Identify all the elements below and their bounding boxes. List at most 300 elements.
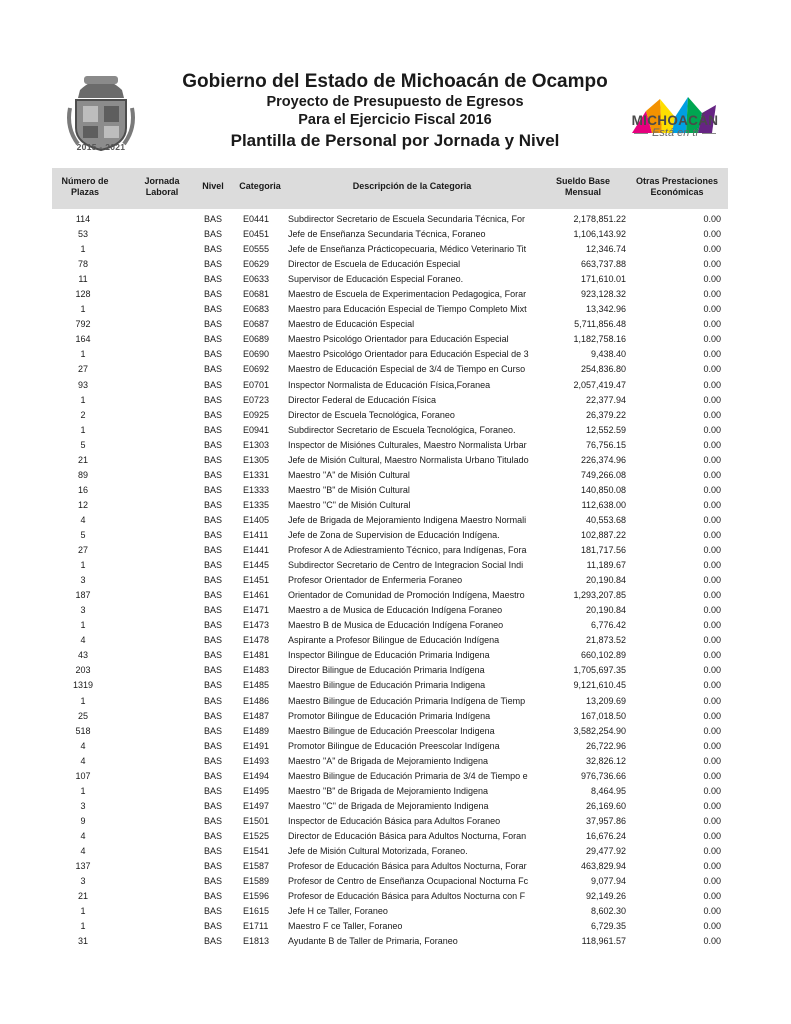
table-row <box>0 242 791 257</box>
cell-plazas: 4 <box>80 740 86 751</box>
table-row <box>0 694 791 709</box>
column-header-categoria: Categoria <box>239 181 281 191</box>
cell-nivel: BAS <box>203 800 222 811</box>
cell-sueldo: 8,602.30 <box>590 906 626 917</box>
cell-sueldo: 9,077.94 <box>590 876 626 887</box>
cell-categoria: E0925 <box>243 409 270 420</box>
cell-sueldo: 112,638.00 <box>581 499 626 510</box>
column-header-plazas: Número de Plazas <box>61 176 109 197</box>
cell-descripcion: Promotor Bilingue de Educación Preescolar Indígena <box>288 740 500 751</box>
cell-sueldo: 102,887.22 <box>580 529 626 540</box>
cell-plazas: 2 <box>80 409 86 420</box>
cell-otras: 0.00 <box>703 244 721 255</box>
cell-otras: 0.00 <box>703 921 721 932</box>
cell-nivel: BAS <box>203 590 222 601</box>
cell-plazas: 43 <box>77 650 88 661</box>
cell-sueldo: 26,722.96 <box>585 740 626 751</box>
table-row <box>0 648 791 663</box>
cell-plazas: 187 <box>75 590 91 601</box>
cell-nivel: BAS <box>203 379 222 390</box>
cell-nivel: BAS <box>203 785 222 796</box>
table-row <box>0 498 791 513</box>
cell-categoria: E0555 <box>243 244 270 255</box>
cell-plazas: 1 <box>80 394 86 405</box>
cell-sueldo: 29,477.92 <box>585 845 626 856</box>
table-row <box>0 528 791 543</box>
cell-descripcion: Inspector de Educación Básica para Adultos Foraneo <box>288 815 501 826</box>
cell-nivel: BAS <box>203 906 222 917</box>
table-row <box>0 769 791 784</box>
cell-nivel: BAS <box>203 755 222 766</box>
cell-categoria: E0692 <box>243 364 270 375</box>
cell-descripcion: Supervisor de Educación Especial Foraneo. <box>288 274 464 285</box>
cell-descripcion: Maestro a de Musica de Educación Indígena Foraneo <box>288 605 503 616</box>
cell-otras: 0.00 <box>703 469 721 480</box>
cell-otras: 0.00 <box>703 454 721 465</box>
cell-nivel: BAS <box>203 936 222 947</box>
table-row <box>0 829 791 844</box>
cell-plazas: 11 <box>78 274 88 285</box>
cell-categoria: E0683 <box>243 304 270 315</box>
cell-categoria: E0451 <box>243 229 270 240</box>
cell-categoria: E1461 <box>243 590 270 601</box>
cell-sueldo: 6,776.42 <box>590 620 626 631</box>
cell-categoria: E1491 <box>243 740 270 751</box>
cell-nivel: BAS <box>203 710 222 721</box>
cell-otras: 0.00 <box>703 304 721 315</box>
cell-otras: 0.00 <box>703 274 721 285</box>
table-row <box>0 588 791 603</box>
cell-plazas: 78 <box>77 259 88 270</box>
cell-nivel: BAS <box>203 484 222 495</box>
cell-sueldo: 21,873.52 <box>585 635 626 646</box>
cell-plazas: 4 <box>80 514 86 525</box>
cell-nivel: BAS <box>203 861 222 872</box>
cell-nivel: BAS <box>203 439 222 450</box>
cell-plazas: 25 <box>77 710 88 721</box>
cell-sueldo: 9,121,610.45 <box>573 680 626 691</box>
table-row <box>0 302 791 317</box>
cell-sueldo: 976,736.66 <box>580 770 626 781</box>
table-row <box>0 453 791 468</box>
cell-plazas: 1 <box>80 244 86 255</box>
cell-plazas: 9 <box>80 815 86 826</box>
cell-plazas: 1 <box>80 304 86 315</box>
cell-sueldo: 660,102.89 <box>580 650 626 661</box>
cell-plazas: 27 <box>77 364 88 375</box>
cell-nivel: BAS <box>203 244 222 255</box>
cell-descripcion: Promotor Bilingue de Educación Primaria Indígena <box>288 710 491 721</box>
cell-descripcion: Maestro "C" de Brigada de Mejoramiento Indigena <box>288 800 489 811</box>
cell-nivel: BAS <box>203 469 222 480</box>
cell-sueldo: 37,957.86 <box>585 815 626 826</box>
cell-nivel: BAS <box>203 560 222 571</box>
cell-descripcion: Subdirector Secretario de Escuela Tecnológica, Foraneo. <box>288 424 516 435</box>
cell-sueldo: 9,438.40 <box>590 349 626 360</box>
cell-nivel: BAS <box>203 891 222 902</box>
cell-otras: 0.00 <box>703 695 721 706</box>
cell-sueldo: 171,610.01 <box>580 274 626 285</box>
cell-plazas: 518 <box>75 725 91 736</box>
cell-categoria: E1483 <box>243 665 270 676</box>
cell-categoria: E0629 <box>243 259 270 270</box>
cell-otras: 0.00 <box>703 936 721 947</box>
cell-otras: 0.00 <box>703 409 721 420</box>
cell-categoria: E1493 <box>243 755 270 766</box>
logo-wordmark: MICHOACÁN <box>631 113 719 128</box>
cell-categoria: E1478 <box>243 635 270 646</box>
cell-nivel: BAS <box>203 815 222 826</box>
cell-sueldo: 92,149.26 <box>585 891 626 902</box>
cell-sueldo: 5,711,856.48 <box>574 319 626 330</box>
cell-plazas: 93 <box>77 379 88 390</box>
cell-sueldo: 254,836.80 <box>580 364 626 375</box>
cell-plazas: 21 <box>77 454 88 465</box>
cell-sueldo: 26,379.22 <box>585 409 626 420</box>
cell-categoria: E1411 <box>243 529 269 540</box>
table-row <box>0 603 791 618</box>
cell-nivel: BAS <box>203 605 222 616</box>
cell-nivel: BAS <box>203 319 222 330</box>
table-row <box>0 317 791 332</box>
cell-categoria: E1596 <box>243 891 270 902</box>
cell-otras: 0.00 <box>703 665 721 676</box>
cell-categoria: E1813 <box>243 936 270 947</box>
cell-descripcion: Maestro "C" de Misión Cultural <box>288 499 411 510</box>
cell-plazas: 5 <box>80 529 86 540</box>
cell-nivel: BAS <box>203 529 222 540</box>
cell-nivel: BAS <box>203 214 222 224</box>
cell-nivel: BAS <box>203 289 222 300</box>
cell-otras: 0.00 <box>703 785 721 796</box>
cell-sueldo: 13,209.69 <box>585 695 626 706</box>
cell-plazas: 1 <box>80 921 86 932</box>
cell-descripcion: Maestro Bilingue de Educación Preescolar Indigena <box>288 725 495 736</box>
cell-otras: 0.00 <box>703 815 721 826</box>
cell-categoria: E0689 <box>243 334 270 345</box>
table-row <box>0 859 791 874</box>
cell-sueldo: 3,582,254.90 <box>573 725 626 736</box>
cell-categoria: E1303 <box>243 439 270 450</box>
cell-sueldo: 140,850.08 <box>580 484 626 495</box>
cell-descripcion: Aspirante a Profesor Bilingue de Educación Indígena <box>288 635 500 646</box>
document-subtitle-budget: Proyecto de Presupuesto de Egresos <box>266 94 524 110</box>
table-row <box>0 663 791 678</box>
cell-sueldo: 663,737.88 <box>580 259 626 270</box>
cell-categoria: E1587 <box>243 861 270 872</box>
cell-sueldo: 26,169.60 <box>585 800 626 811</box>
cell-plazas: 5 <box>80 439 86 450</box>
table-row <box>0 332 791 347</box>
cell-plazas: 4 <box>80 845 86 856</box>
document-subtitle-staffing: Plantilla de Personal por Jornada y Nivel <box>230 131 560 150</box>
cell-descripcion: Orientador de Comunidad de Promoción Indígena, Maestro <box>288 590 525 601</box>
cell-otras: 0.00 <box>703 680 721 691</box>
cell-nivel: BAS <box>203 409 222 420</box>
table-row <box>0 633 791 648</box>
cell-categoria: E0633 <box>243 274 270 285</box>
cell-descripcion: Profesor Orientador de Enfermeria Foraneo <box>288 575 463 586</box>
cell-otras: 0.00 <box>703 620 721 631</box>
cell-descripcion: Maestro de Escuela de Experimentacion Pedagogica, Forar <box>288 289 527 300</box>
cell-otras: 0.00 <box>703 650 721 661</box>
cell-categoria: E1481 <box>243 650 270 661</box>
cell-otras: 0.00 <box>703 439 721 450</box>
cell-plazas: 1 <box>80 620 86 631</box>
cell-categoria: E1497 <box>243 800 270 811</box>
cell-categoria: E1711 <box>243 921 269 932</box>
cell-otras: 0.00 <box>703 214 721 224</box>
cell-otras: 0.00 <box>703 575 721 586</box>
cell-descripcion: Jefe de Enseñanza Prácticopecuaria, Médico Veterinario Tit <box>288 244 527 255</box>
cell-sueldo: 20,190.84 <box>585 575 626 586</box>
cell-otras: 0.00 <box>703 830 721 841</box>
cell-descripcion: Jefe de Zona de Supervision de Educación Indígena. <box>288 529 500 540</box>
cell-otras: 0.00 <box>703 424 721 435</box>
cell-sueldo: 2,057,419.47 <box>573 379 626 390</box>
cell-plazas: 4 <box>80 755 86 766</box>
cell-categoria: E1525 <box>243 830 270 841</box>
cell-descripcion: Director Bilingue de Educación Primaria Indígena <box>288 665 485 676</box>
cell-otras: 0.00 <box>703 289 721 300</box>
cell-descripcion: Inspector Bilingue de Educación Primaria Indigena <box>288 650 490 661</box>
cell-descripcion: Profesor de Educación Básica para Adultos Nocturna con F <box>288 891 526 902</box>
cell-descripcion: Maestro "B" de Brigada de Mejoramiento Indigena <box>288 785 489 796</box>
cell-sueldo: 16,676.24 <box>585 830 626 841</box>
cell-sueldo: 1,293,207.85 <box>573 590 626 601</box>
cell-sueldo: 40,553.68 <box>585 514 626 525</box>
cell-otras: 0.00 <box>703 876 721 887</box>
cell-descripcion: Director de Escuela Tecnológica, Foraneo <box>288 409 455 420</box>
cell-nivel: BAS <box>203 514 222 525</box>
table-row <box>0 362 791 377</box>
column-header-descripcion: Descripción de la Categoria <box>352 181 472 191</box>
cell-otras: 0.00 <box>703 484 721 495</box>
table-row <box>0 513 791 528</box>
document-subtitle-fiscal-year: Para el Ejercicio Fiscal 2016 <box>298 112 492 128</box>
cell-categoria: E1615 <box>243 906 270 917</box>
cell-sueldo: 32,826.12 <box>585 755 626 766</box>
cell-plazas: 1319 <box>72 680 94 691</box>
cell-descripcion: Jefe de Misión Cultural Motorizada, Foraneo. <box>288 845 468 856</box>
cell-nivel: BAS <box>203 499 222 510</box>
cell-descripcion: Director de Educación Básica para Adultos Nocturna, Foran <box>288 830 527 841</box>
cell-categoria: E1487 <box>243 710 270 721</box>
cell-plazas: 4 <box>80 635 86 646</box>
cell-sueldo: 12,346.74 <box>585 244 626 255</box>
cell-otras: 0.00 <box>703 499 721 510</box>
cell-descripcion: Subdirector Secretario de Escuela Secundaria Técnica, For <box>288 214 525 224</box>
cell-plazas: 1 <box>80 785 86 796</box>
cell-categoria: E1335 <box>243 499 270 510</box>
cell-sueldo: 118,961.57 <box>581 936 626 947</box>
cell-descripcion: Director Federal de Educación Física <box>288 394 437 405</box>
cell-nivel: BAS <box>203 364 222 375</box>
cell-plazas: 1 <box>80 906 86 917</box>
cell-descripcion: Maestro Psicológo Orientador para Educación Especial <box>288 334 509 345</box>
cell-descripcion: Maestro "A" de Misión Cultural <box>288 469 410 480</box>
cell-descripcion: Maestro Bilingue de Educación Primaria de 3/4 de Tiempo e <box>288 770 528 781</box>
cell-descripcion: Profesor de Centro de Enseñanza Ocupacional Nocturna Fc <box>288 876 529 887</box>
cell-otras: 0.00 <box>703 770 721 781</box>
cell-categoria: E0941 <box>243 424 270 435</box>
cell-plazas: 128 <box>75 289 91 300</box>
cell-categoria: E0723 <box>243 394 270 405</box>
cell-descripcion: Maestro "B" de Misión Cultural <box>288 484 410 495</box>
cell-sueldo: 22,377.94 <box>585 394 626 405</box>
cell-categoria: E1489 <box>243 725 270 736</box>
cell-sueldo: 8,464.95 <box>590 785 626 796</box>
cell-categoria: E0701 <box>243 379 270 390</box>
cell-descripcion: Maestro F ce Taller, Foraneo <box>288 921 403 932</box>
cell-sueldo: 749,266.08 <box>580 469 626 480</box>
cell-plazas: 31 <box>77 936 88 947</box>
cell-plazas: 203 <box>75 665 91 676</box>
cell-otras: 0.00 <box>703 891 721 902</box>
cell-plazas: 137 <box>75 861 91 872</box>
cell-sueldo: 923,128.32 <box>580 289 626 300</box>
cell-plazas: 3 <box>80 800 86 811</box>
column-header-nivel: Nivel <box>202 181 224 191</box>
table-row <box>0 347 791 362</box>
table-row <box>0 934 791 949</box>
cell-categoria: E1541 <box>243 845 270 856</box>
cell-sueldo: 11,189.67 <box>586 560 626 571</box>
cell-categoria: E1331 <box>243 469 270 480</box>
cell-otras: 0.00 <box>703 710 721 721</box>
cell-otras: 0.00 <box>703 725 721 736</box>
cell-otras: 0.00 <box>703 334 721 345</box>
cell-descripcion: Jefe H ce Taller, Foraneo <box>288 906 388 917</box>
cell-descripcion: Jefe de Brigada de Mejoramiento Indigena Maestro Normali <box>288 514 527 525</box>
cell-otras: 0.00 <box>703 861 721 872</box>
table-row <box>0 739 791 754</box>
cell-descripcion: Director de Escuela de Educación Especial <box>288 259 461 270</box>
cell-otras: 0.00 <box>703 740 721 751</box>
cell-plazas: 12 <box>77 499 88 510</box>
cell-sueldo: 167,018.50 <box>580 710 626 721</box>
cell-nivel: BAS <box>203 650 222 661</box>
cell-categoria: E0441 <box>243 214 270 224</box>
cell-otras: 0.00 <box>703 605 721 616</box>
cell-descripcion: Maestro Bilingue de Educación Primaria Indigena <box>288 680 486 691</box>
table-row <box>0 919 791 934</box>
cell-categoria: E1486 <box>243 695 270 706</box>
cell-categoria: E1473 <box>243 620 270 631</box>
cell-plazas: 114 <box>75 214 91 224</box>
cell-plazas: 3 <box>80 876 86 887</box>
table-row <box>0 874 791 889</box>
table-row <box>0 573 791 588</box>
cell-otras: 0.00 <box>703 379 721 390</box>
cell-nivel: BAS <box>203 454 222 465</box>
cell-sueldo: 20,190.84 <box>585 605 626 616</box>
cell-plazas: 3 <box>80 575 86 586</box>
cell-otras: 0.00 <box>703 529 721 540</box>
cell-descripcion: Subdirector Secretario de Centro de Integracion Social Indi <box>288 560 524 571</box>
table-row <box>0 618 791 633</box>
cell-nivel: BAS <box>203 725 222 736</box>
table-row <box>0 709 791 724</box>
cell-nivel: BAS <box>203 229 222 240</box>
cell-otras: 0.00 <box>703 845 721 856</box>
cell-plazas: 4 <box>80 830 86 841</box>
cell-nivel: BAS <box>203 740 222 751</box>
cell-categoria: E1589 <box>243 876 270 887</box>
cell-categoria: E1501 <box>243 815 270 826</box>
cell-otras: 0.00 <box>703 319 721 330</box>
cell-sueldo: 1,705,697.35 <box>573 665 626 676</box>
table-row <box>0 799 791 814</box>
cell-categoria: E0690 <box>243 349 270 360</box>
cell-nivel: BAS <box>203 680 222 691</box>
cell-plazas: 3 <box>80 605 86 616</box>
table-row <box>0 408 791 423</box>
cell-otras: 0.00 <box>703 259 721 270</box>
cell-plazas: 21 <box>77 891 88 902</box>
cell-nivel: BAS <box>203 830 222 841</box>
cell-categoria: E1305 <box>243 454 270 465</box>
cell-categoria: E1441 <box>243 545 270 556</box>
column-header-jornada: Jornada Laboral <box>144 176 180 197</box>
cell-plazas: 1 <box>80 424 86 435</box>
table-row <box>0 272 791 287</box>
cell-nivel: BAS <box>203 274 222 285</box>
cell-otras: 0.00 <box>703 394 721 405</box>
cell-nivel: BAS <box>203 876 222 887</box>
table-row <box>0 784 791 799</box>
cell-nivel: BAS <box>203 259 222 270</box>
cell-nivel: BAS <box>203 845 222 856</box>
cell-descripcion: Inspector de Misiónes Culturales, Maestro Normalista Urbar <box>288 439 527 450</box>
table-row <box>0 724 791 739</box>
table-row <box>0 423 791 438</box>
cell-descripcion: Maestro para Educación Especial de Tiempo Completo Mixt <box>288 304 527 315</box>
cell-plazas: 1 <box>80 349 86 360</box>
table-row <box>0 227 791 242</box>
cell-plazas: 27 <box>77 545 88 556</box>
cell-categoria: E1494 <box>243 770 270 781</box>
cell-descripcion: Jefe de Enseñanza Secundaria Técnica, Foraneo <box>288 229 486 240</box>
table-row <box>0 678 791 693</box>
cell-otras: 0.00 <box>703 906 721 917</box>
cell-nivel: BAS <box>203 394 222 405</box>
cell-categoria: E0687 <box>243 319 270 330</box>
cell-sueldo: 13,342.96 <box>585 304 626 315</box>
cell-otras: 0.00 <box>703 349 721 360</box>
cell-nivel: BAS <box>203 424 222 435</box>
table-row <box>0 558 791 573</box>
cell-sueldo: 1,182,758.16 <box>573 334 626 345</box>
cell-otras: 0.00 <box>703 229 721 240</box>
cell-nivel: BAS <box>203 665 222 676</box>
logo-tagline: Está en ti <box>622 127 728 139</box>
cell-plazas: 107 <box>75 770 91 781</box>
cell-descripcion: Profesor A de Adiestramiento Técnico, para Indígenas, Fora <box>288 545 527 556</box>
table-body <box>0 212 791 949</box>
cell-categoria: E1405 <box>243 514 270 525</box>
cell-descripcion: Profesor de Educación Básica para Adultos Nocturna, Forar <box>288 861 527 872</box>
cell-otras: 0.00 <box>703 545 721 556</box>
document-title: Gobierno del Estado de Michoacán de Ocampo <box>182 71 608 92</box>
cell-sueldo: 6,729.35 <box>590 921 626 932</box>
table-row <box>0 438 791 453</box>
column-header-otras: Otras Prestaciones Económicas <box>635 176 719 197</box>
table-row <box>0 814 791 829</box>
cell-descripcion: Jefe de Misión Cultural, Maestro Normalista Urbano Titulado <box>288 454 529 465</box>
table-row <box>0 844 791 859</box>
cell-plazas: 164 <box>75 334 91 345</box>
